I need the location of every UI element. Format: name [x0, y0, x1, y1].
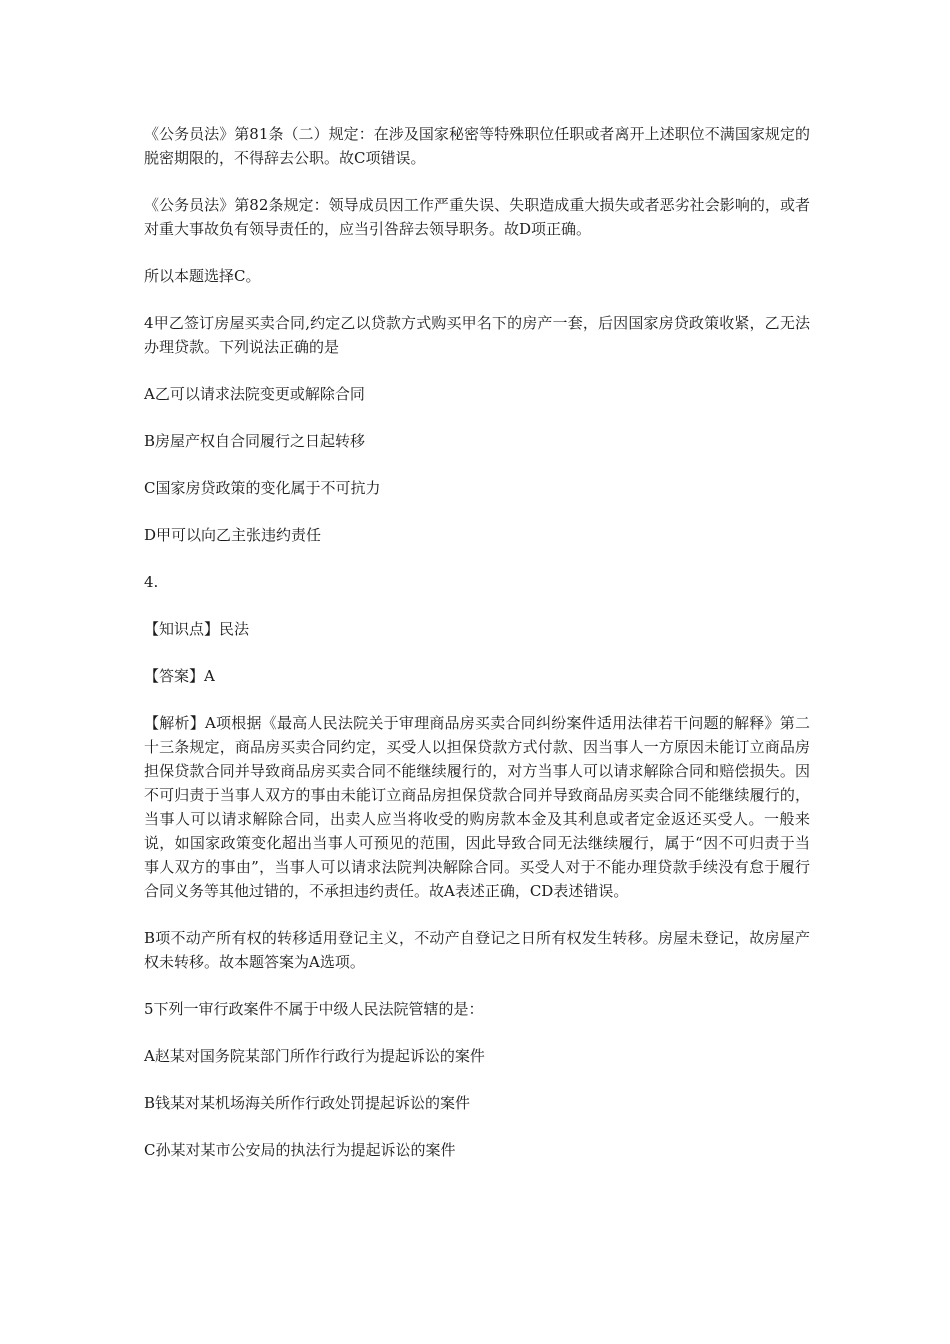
question-4-number: 4. [144, 573, 159, 591]
question-5-option-b: B钱某对某机场海关所作行政处罚提起诉讼的案件 [144, 1094, 471, 1112]
question-4-analysis-b: B项不动产所有权的转移适用登记主义，不动产自登记之日所有权发生转移。房屋未登记，故房屋产权未转移。故本题答案为A选项。 [144, 929, 810, 971]
question-5-option-c: C孙某对某市公安局的执法行为提起诉讼的案件 [144, 1141, 456, 1159]
paragraph-civil-servant-law-82: 《公务员法》第82条规定：领导成员因工作严重失误、失职造成重大损失或者恶劣社会影响的，或者对重大事故负有领导责任的，应当引咎辞去领导职务。故D项正确。 [144, 196, 810, 238]
question-4-analysis: 【解析】A项根据《最高人民法院关于审理商品房买卖合同纠纷案件适用法律若干问题的解释》第二十三条规定，商品房买卖合同约定，买受人以担保贷款方式付款、因当事人一方原因未能订立商品房担保贷款合同并导致商品房买卖合同不能继续履行的，对方当事人可以请求解除合同和赔偿损失。因不可归责于当事人双方的事由未能订立商品房担保贷款合同并导致商品房买卖合同不能继续履行的，当事人可以请求解除合同，出卖人应当将收受的购房款本金及其利息或者定金返还买受人。一般来说，如国家政策变化超出当事人可预见的范围，因此导致合同无法继续履行，属于“因不可归责于当事人双方的事由”，当事人可以请求法院判决解除合同。买受人对于不能办理贷款手续没有怠于履行合同义务等其他过错的，不承担违约责任。故A表述正确，CD表述错误。 [144, 714, 810, 900]
paragraph-answer-c: 所以本题选择C。 [144, 267, 261, 285]
question-5-option-a: A赵某对国务院某部门所作行政行为提起诉讼的案件 [144, 1047, 485, 1065]
question-4-knowledge-point: 【知识点】民法 [144, 620, 250, 638]
question-4-option-b: B房屋产权自合同履行之日起转移 [144, 432, 366, 450]
question-5-stem: 5下列一审行政案件不属于中级人民法院管辖的是： [144, 1000, 484, 1018]
question-4-stem: 4甲乙签订房屋买卖合同,约定乙以贷款方式购买甲名下的房产一套，后因国家房贷政策收紧，乙无法办理贷款。下列说法正确的是 [144, 314, 810, 356]
question-4-option-c: C国家房贷政策的变化属于不可抗力 [144, 479, 381, 497]
document-page [144, 122, 810, 1185]
question-4-option-a: A乙可以请求法院变更或解除合同 [144, 385, 365, 403]
paragraph-civil-servant-law-81: 《公务员法》第81条（二）规定：在涉及国家秘密等特殊职位任职或者离开上述职位不满国家规定的脱密期限的，不得辞去公职。故C项错误。 [144, 125, 810, 167]
question-4-option-d: D甲可以向乙主张违约责任 [144, 526, 322, 544]
question-4-answer: 【答案】A [144, 667, 215, 685]
